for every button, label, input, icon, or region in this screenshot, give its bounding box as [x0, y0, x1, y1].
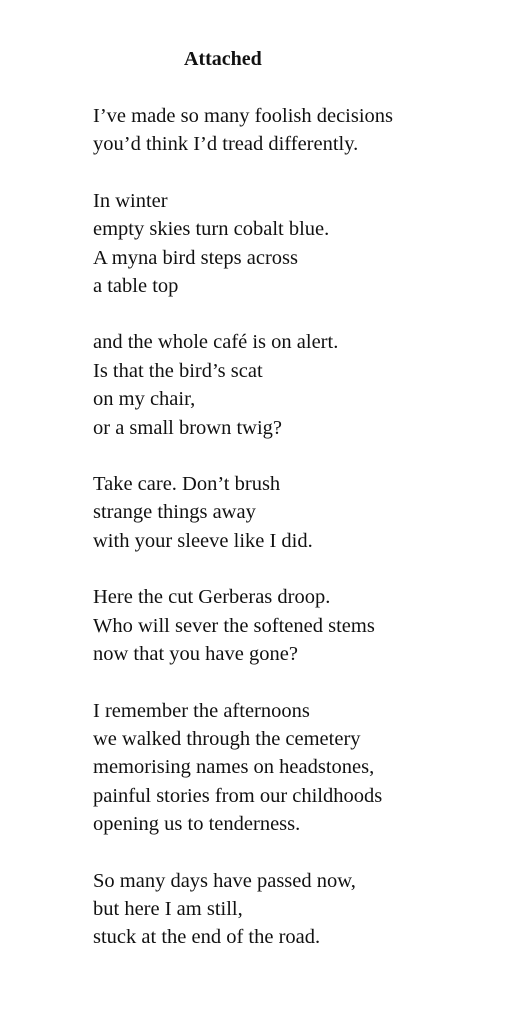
poem-line: Is that the bird’s scat [93, 359, 263, 382]
poem-line: Take care. Don’t brush [93, 473, 281, 496]
poem-line: a table top [93, 275, 179, 298]
poem-line: you’d think I’d tread differently. [93, 133, 359, 156]
poem-line: I’ve made so many foolish decisions [93, 105, 394, 127]
poem-line: Here the cut Gerberas droop. [93, 586, 331, 609]
poem-line: painful stories from our childhoods [93, 784, 383, 807]
poem-line: So many days have passed now, [93, 869, 356, 892]
poem-stanza-2 [93, 187, 493, 301]
poem-line: or a small brown twig? [93, 416, 283, 439]
poem-body [93, 102, 493, 980]
poem-line: Who will sever the softened stems [93, 614, 375, 637]
poem-line: stuck at the end of the road. [93, 926, 321, 949]
poem-line: A myna bird steps across [93, 246, 298, 269]
poem-line: memorising names on headstones, [93, 756, 375, 779]
poem-line: opening us to tenderness. [93, 813, 301, 836]
poem-line: on my chair, [93, 388, 196, 411]
poem-title: Attached [184, 48, 262, 70]
poem-line: empty skies turn cobalt blue. [93, 218, 330, 241]
poem-line: now that you have gone? [93, 643, 298, 666]
poem-stanza-1 [93, 102, 493, 159]
poem-stanza-6 [93, 697, 493, 839]
poem-line: I remember the afternoons [93, 699, 310, 722]
poem-stanza-5 [93, 583, 493, 668]
poem-stanza-3 [93, 328, 493, 442]
poem-line: and the whole café is on alert. [93, 331, 339, 354]
poem-line: with your sleeve like I did. [93, 529, 313, 552]
poem-line: strange things away [93, 501, 256, 524]
poem-stanza-4 [93, 470, 493, 555]
poem-line: but here I am still, [93, 897, 243, 920]
poem-line: In winter [93, 189, 168, 212]
poem-line: we walked through the cemetery [93, 727, 361, 750]
poem-stanza-7 [93, 867, 493, 952]
